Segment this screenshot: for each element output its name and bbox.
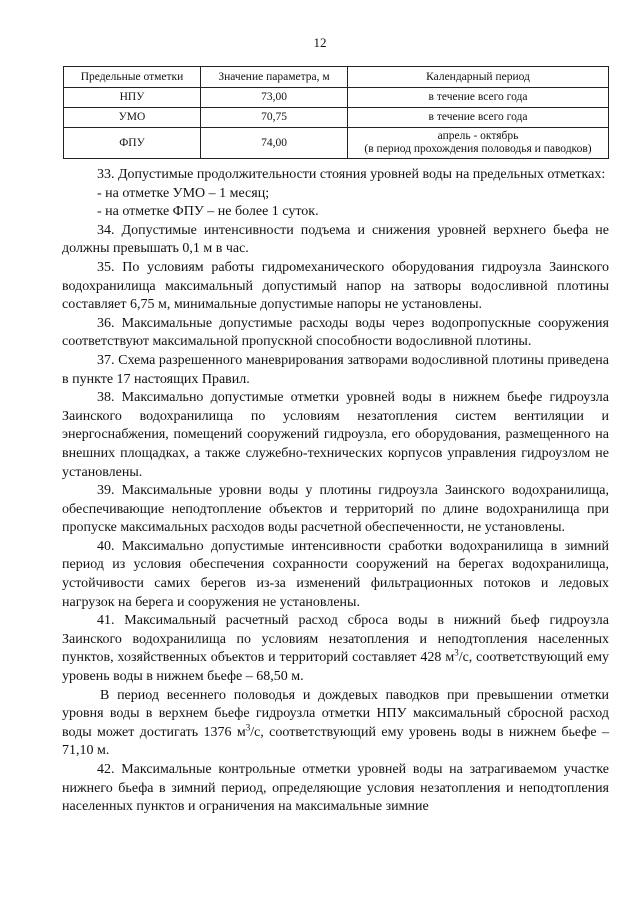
cell-period: в течение всего года [348,88,609,108]
document-body [62,166,609,817]
cell-value: 73,00 [201,88,348,108]
header-value: Значение параметра, м [201,67,348,88]
header-marks: Предельные отметки [64,67,201,88]
cell-period: в течение всего года [348,108,609,128]
paragraph-42: 42. Максимальные контрольные отметки уровней воды на затрагиваемом участке нижнего бьефа в зимний период, определяющие условия незатопления и неподтопления населенных пунктов и ограничения на максимальные зимние [62,762,609,815]
paragraph-38: 38. Максимально допустимые отметки уровней воды в нижнем бьефе гидроузла Заинского водохранилища по условиям незатопления систем вентиляции и энергоснабжения, помещений сооружений гидроузла, его оборудования, размещенного на внешних площадках, а также служебно-технических корпусов управления гидроузлом не установлены. [62,390,609,480]
page-number: 12 [313,35,327,50]
paragraph-41b-text: В период весеннего половодья и дождевых паводков при превышении отметки уровня воды в верхнем бьефе гидроузла отметки НПУ максимальный сбросной расход воды может достигать 1376 м [62,687,609,740]
superscript-3: 3 [245,722,251,733]
paragraph-41b-text-end: /с, соответствующий ему уровень воды в нижнем бьефе – 71,10 м. [62,724,609,759]
superscript-3: 3 [454,647,459,658]
paragraph-35: 35. По условиям работы гидромеханического оборудования гидроузла Заинского водохранилища максимальный допустимый напор на затворы водосливной плотины составляет 6,75 м, минимальные допустимые напоры не установлены. [62,259,609,313]
cell-mark: НПУ [64,88,201,108]
table-row [64,108,609,128]
paragraph-33: 33. Допустимые продолжительности стояния уровней воды на предельных отметках: [97,167,606,182]
paragraph-39: 39. Максимальные уровни воды у плотины гидроузла Заинского водохранилища, обеспечивающие неподтопление объектов и территорий по длине водохранилища при пропуске максимальных расходов воды расчетной обеспеченности, не установлены. [62,483,609,536]
paragraph-41-text-end: /с, соответствующий ему уровень воды в нижнем бьефе – 68,50 м. [62,650,610,685]
cell-value: 70,75 [201,108,348,128]
table-header-row [64,67,609,88]
cell-period [348,128,609,159]
paragraph-41-text: 41. Максимальный расчетный расход сброса воды в нижний бьеф гидроузла Заинского водохранилища по условиям незатопления и неподтопления населенных пунктов, хозяйственных объектов и территорий составляет 428 м [62,613,609,666]
paragraph-40: 40. Максимально допустимые интенсивности сработки водохранилища в зимний период из условия обеспечения сохранности сооружений на берегах водохранилища, устойчивости самих берегов из-за изменений фильтрационных потоков и ледовых нагрузок на берега и сооружения не установлены. [62,538,609,610]
paragraph-37: 37. Схема разрешенного маневрирования затворами водосливной плотины приведена в пункте 17 настоящих Правил. [62,352,609,387]
water-level-table [63,66,609,159]
cell-mark: УМО [64,108,201,128]
table-row [64,88,609,108]
table-row [64,128,609,159]
paragraph-33-item-2: - на отметке ФПУ – не более 1 суток. [97,204,319,220]
cell-period-line1: апрель - октябрь [437,130,519,142]
paragraph-41-continued [62,687,609,761]
paragraph-33-item-1: - на отметке УМО – 1 месяц; [97,185,270,201]
cell-mark: ФПУ [64,128,201,159]
paragraph-34: 34. Допустимые интенсивности подъема и снижения уровней верхнего бьефа не должны превышать 0,1 м в час. [62,222,609,257]
header-period: Календарный период [348,67,609,88]
paragraph-36: 36. Максимальные допустимые расходы воды через водопропускные сооружения соответствуют максимальной пропускной способности водосливной плотины. [62,315,609,350]
paragraph-41 [62,612,609,686]
cell-value: 74,00 [201,128,348,159]
cell-period-line2: (в период прохождения половодья и паводков) [364,143,592,155]
